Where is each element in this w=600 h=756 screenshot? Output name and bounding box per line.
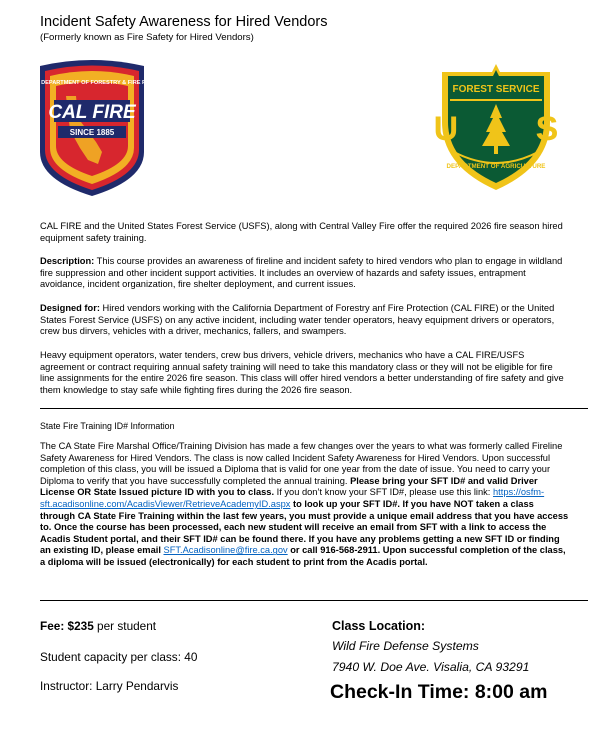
usfs-bottom-text: DEPARTMENT OF AGRICULTURE [446,163,546,170]
page-title: Incident Safety Awareness for Hired Vendors [40,14,328,30]
sft-not: NOT [453,498,474,509]
sft-section-title: State Fire Training ID# Information [40,421,175,431]
fee-label: Fee: $235 [40,619,94,633]
capacity-line: Student capacity per class: 40 [40,650,198,664]
checkin-time: Check-In Time: 8:00 am [330,681,548,703]
location-name: Wild Fire Defense Systems [332,639,479,653]
sft-bold-requirement: Please bring your SFT ID# and valid Driver License OR State Issued picture ID with you to class. [40,475,538,498]
details-divider [40,600,588,601]
designed-for-text: Hired vendors working with the California Department of Forestry anf Fire Protection (CAL FIRE) or the United States Forest Service (USFS) on any active incident, including water tender operators, heavy equipment drivers or operators, crew bus dirvers, vehicles with a driver, mechanics, fallers, and swampers. [40,303,555,337]
sft-email-link[interactable]: SFT.Acadisonline@fire.ca.gov [163,545,288,556]
calfire-badge-icon [5,60,179,198]
location-address: 7940 W. Doe Ave. Visalia, CA 93291 [332,660,530,674]
usfs-top-text: FOREST SERVICE [452,84,540,95]
description-paragraph [40,256,566,291]
sft-text-4: taken a class through CA State Fire Training within the last few years, you must provide a unique email address that you have access to. Once the course has been processed, each new student will receive an email from SFT with a link to access the Acadis Student portal, and their SFT ID# can be found there. If you have any problems getting a new SFT ID or finding an existing ID, please email [40,498,569,556]
page-subtitle: (Formerly known as Fire Safety for Hired Vendors) [40,32,254,43]
instructor-line: Instructor: Larry Pendarvis [40,679,179,693]
section-divider [40,408,588,409]
usfs-shield-icon [433,62,593,192]
designed-for-paragraph [40,303,566,338]
calfire-name: CAL FIRE [48,102,136,123]
usfs-logo [433,62,593,192]
fee-line [40,619,156,633]
location-label: Class Location: [332,619,426,633]
sft-paragraph [40,441,570,569]
fee-suffix: per student [93,619,157,633]
description-label: Description: [40,256,95,266]
acadis-lookup-link[interactable]: https://osfm-sft.acadisonline.com/AcadisViewer/RetrieveAcademyID.aspx [40,487,545,509]
calfire-logo [5,60,179,198]
sft-text-2: If you don’t know your SFT ID#, please use this link: [274,487,493,498]
heavy-equipment-paragraph: Heavy equipment operators, water tenders, crew bus drivers, vehicle drivers, mechanics who have a CAL FIRE/USFS agreement or contract requiring annual safety training will need to take this mandatory class or they will not be eligible for fire line assignments for the entire 2026 fire season. This class will offer hired vendors a better understanding of fire safety and give them knowledge to stay safe while fighting fires during the 2026 fire season. [40,350,564,395]
calfire-top-text: CALIFORNIA DEPARTMENT OF FORESTRY & FIRE PROTECTION [5,80,179,86]
sft-text-1: The CA State Fire Marshal Office/Training Division has made a few changes over the years to what was formerly called Fireline Safety Awareness for Hired Vendors. The class is now called Incident Safety Awareness for Hired Vendors. Upon successful completion of this class, you will be issued a Diploma that is valid for one year from the date of issue. You need to carry your Diploma to verify that you have successfully completed the annual training. [40,441,563,486]
calfire-since: SINCE 1885 [69,128,115,137]
sft-text-3: to look up your SFT ID#. If you have [290,498,454,509]
intro-paragraph: CAL FIRE and the United States Forest Service (USFS), along with Central Valley Fire offer the required 2026 fire season hired equipment safety training. [40,221,563,243]
usfs-letters: U S [433,110,593,148]
description-text: This course provides an awareness of fireline and incident safety to hired vendors who plan to engage in wildland fire suppression and other incident support activities. It includes an overview of hazards and safety issues, entrapment avoidance, incident organization, fire shelter deployment, and current issues. [40,256,563,290]
sft-text-5: or call 916-568-2911. Upon successful completion of the class, a diploma will be issued (electronically) for each student to print from the Acadis portal. [40,545,566,567]
designed-for-label: Designed for: [40,303,100,313]
